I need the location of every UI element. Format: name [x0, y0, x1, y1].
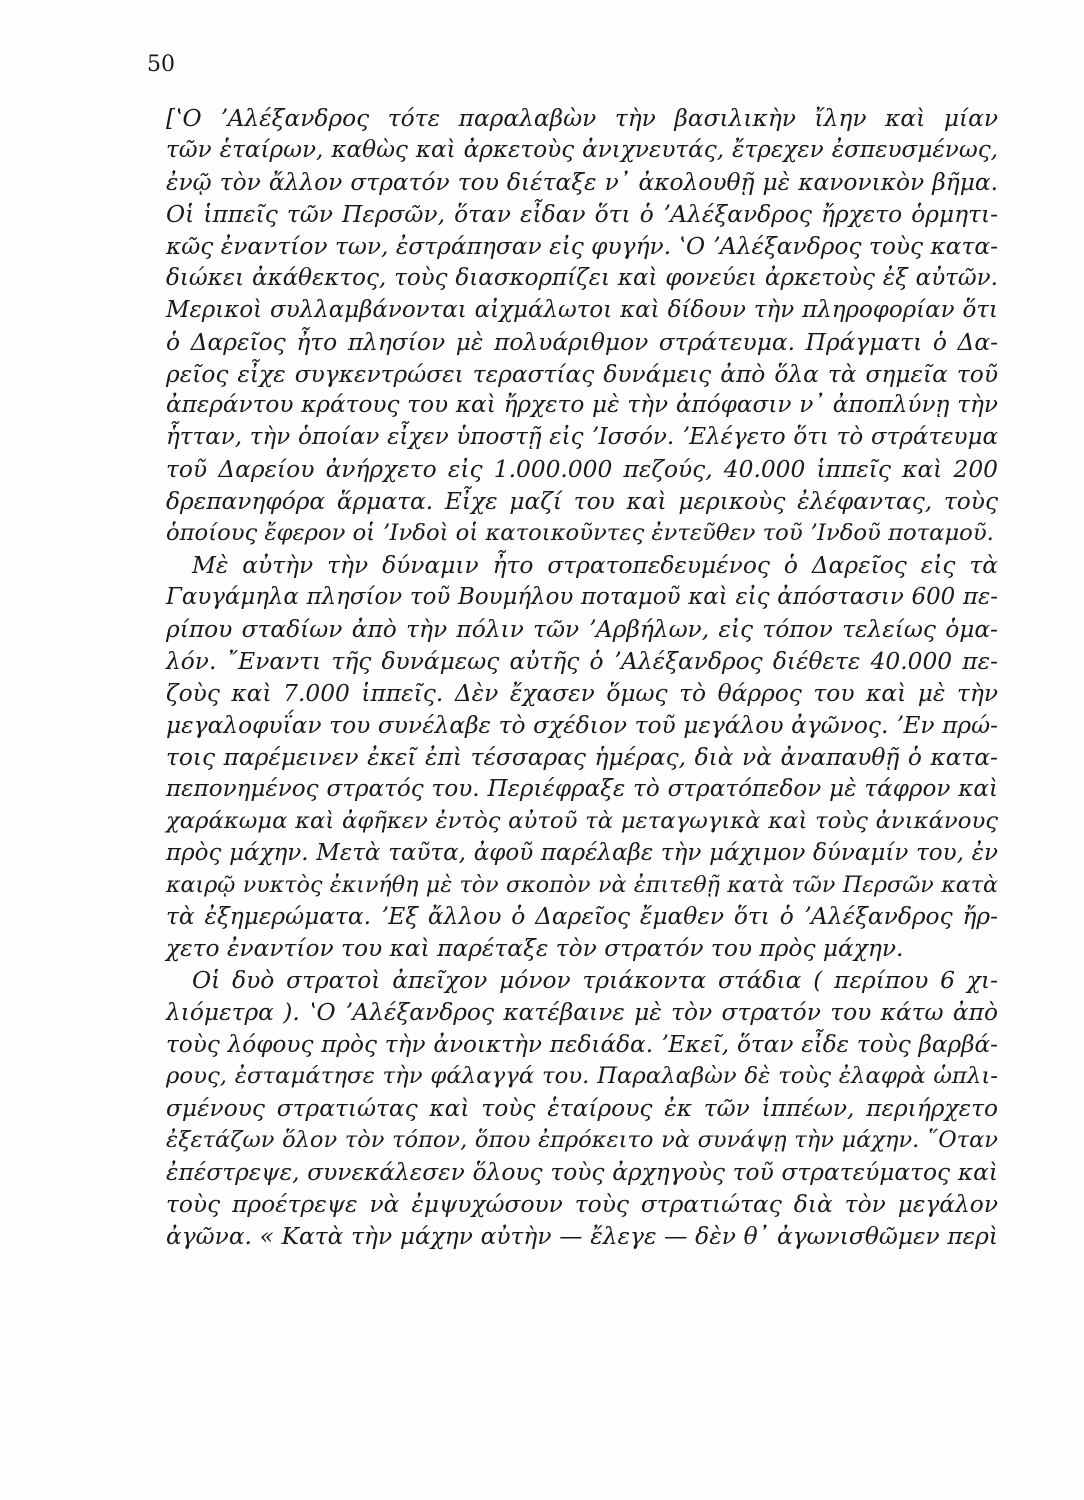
text-line: ἐνῷ τὸν ἄλλον στρατόν του διέταξε ν᾽ ἀκολουθῇ μὲ κανονικὸν βῆμα. [166, 168, 998, 196]
text-line: Μὲ αὐτὴν τὴν δύναμιν ἦτο στρατοπεδευμένος ὁ Δαρεῖος εἰς τὰ [192, 552, 998, 580]
text-line: λιόμετρα ). ʽΟ ʼΑλέξανδρος κατέβαινε μὲ τὸν στρατόν του κάτω ἀπὸ [166, 999, 998, 1027]
text-line: καιρῷ νυκτὸς ἐκινήθη μὲ τὸν σκοπὸν νὰ ἐπιτεθῇ κατὰ τῶν Περσῶν κατὰ [166, 871, 998, 898]
text-line: ρους, ἐσταμάτησε τὴν φάλαγγά του. Παραλαβὼν δὲ τοὺς ἐλαφρὰ ὡπλι- [166, 1063, 998, 1090]
text-line: Γαυγάμηλα πλησίον τοῦ Βουμήλου ποταμοῦ καὶ εἰς ἀπόστασιν 600 πε- [166, 584, 998, 611]
text-line: χαράκωμα καὶ ἀφῆκεν ἐντὸς αὐτοῦ τὰ μεταγωγικὰ καὶ τοὺς ἀνικάνους [166, 807, 998, 834]
text-line: σμένους στρατιώτας καὶ τοὺς ἑταίρους ἐκ τῶν ἱππέων, περιήρχετο [166, 1095, 998, 1123]
page-number: 50 [147, 52, 175, 77]
text-line: ὁ Δαρεῖος ἦτο πλησίον μὲ πολυάριθμον στράτευμα. Πράγματι ὁ Δα- [166, 328, 998, 356]
paragraph [166, 550, 998, 965]
text-line: Οἱ δυὸ στρατοὶ ἀπεῖχον μόνον τριάκοντα στάδια ( περίπου 6 χι- [192, 967, 998, 995]
text-line: πρὸς μάχην. Μετὰ ταῦτα, ἀφοῦ παρέλαβε τὴν μάχιμον δύναμίν του, ἐν [166, 839, 998, 866]
text-line: χετο ἐναντίον του καὶ παρέταξε τὸν στρατόν του πρὸς μάχην. [166, 935, 904, 963]
text-line: Μερικοὶ συλλαμβάνονται αἰχμάλωτοι καὶ δίδουν τὴν πληροφορίαν ὅτι [166, 296, 998, 323]
body-text [166, 103, 998, 1253]
text-line: τοις παρέμεινεν ἐκεῖ ἐπὶ τέσσαρας ἡμέρας, διὰ νὰ ἀναπαυθῇ ὁ κατα- [166, 743, 998, 771]
text-line: ρίπου σταδίων ἀπὸ τὴν πόλιν τῶν ʼΑρβήλων, εἰς τόπον τελείως ὁμα- [166, 616, 998, 643]
text-line: ὁποίους ἔφερον οἱ ʼΙνδοὶ οἱ κατοικοῦντες ἐντεῦθεν τοῦ ʼΙνδοῦ ποταμοῦ. [166, 520, 994, 547]
text-line: τῶν ἑταίρων, καθὼς καὶ ἀρκετοὺς ἀνιχνευτάς, ἔτρεχεν ἐσπευσμένως, [166, 136, 998, 163]
text-line: τοὺς λόφους πρὸς τὴν ἀνοικτὴν πεδιάδα. ʼΕκεῖ, ὅταν εἶδε τοὺς βαρβά- [166, 1031, 998, 1059]
text-line: [ʽΟ ʼΑλέξανδρος τότε παραλαβὼν τὴν βασιλικὴν ἴλην καὶ μίαν [166, 105, 998, 132]
text-line: Οἱ ἱππεῖς τῶν Περσῶν, ὅταν εἶδαν ὅτι ὁ ʼΑλέξανδρος ἤρχετο ὁρμητι- [166, 200, 998, 228]
text-line: δρεπανηφόρα ἅρματα. Εἶχε μαζί του καὶ μερικοὺς ἐλέφαντας, τοὺς [166, 488, 998, 516]
text-line: διώκει ἀκάθεκτος, τοὺς διασκορπίζει καὶ φονεύει ἀρκετοὺς ἐξ αὐτῶν. [166, 264, 998, 291]
text-line: ἧτταν, τὴν ὁποίαν εἶχεν ὑποστῇ εἰς ʼΙσσόν. ʼΕλέγετο ὅτι τὸ στράτευμα [166, 424, 998, 451]
text-line: τοῦ Δαρείου ἀνήρχετο εἰς 1.000.000 πεζούς, 40.000 ἱππεῖς καὶ 200 [166, 456, 998, 484]
text-line: ἀγῶνα. « Κατὰ τὴν μάχην αὐτὴν — ἔλεγε — δὲν θ᾽ ἀγωνισθῶμεν περὶ [166, 1222, 998, 1250]
paragraph [166, 965, 998, 1252]
text-line: ἐπέστρεψε, συνεκάλεσεν ὅλους τοὺς ἀρχηγοὺς τοῦ στρατεύματος καὶ [166, 1158, 998, 1186]
paragraph [166, 103, 998, 550]
text-line: λόν. ῎Εναντι τῆς δυνάμεως αὐτῆς ὁ ʼΑλέξανδρος διέθετε 40.000 πε- [166, 647, 998, 675]
text-line: μεγαλοφυΐαν του συνέλαβε τὸ σχέδιον τοῦ μεγάλου ἀγῶνος. ʼΕν πρώ- [166, 711, 998, 739]
text-line: ζοὺς καὶ 7.000 ἱππεῖς. Δὲν ἔχασεν ὅμως τὸ θάρρος του καὶ μὲ τὴν [166, 679, 998, 707]
text-line: πεπονημένος στρατός του. Περιέφραξε τὸ στρατόπεδον μὲ τάφρον καὶ [166, 775, 998, 802]
text-line: ρεῖος εἶχε συγκεντρώσει τεραστίας δυνάμεις ἀπὸ ὅλα τὰ σημεῖα τοῦ [166, 360, 998, 388]
text-line: ἐξετάζων ὅλον τὸν τόπον, ὅπου ἐπρόκειτο νὰ συνάψῃ τὴν μάχην. ῞Οταν [166, 1127, 998, 1153]
text-line: κῶς ἐναντίον των, ἐστράπησαν εἰς φυγήν. ʽΟ ʼΑλέξανδρος τοὺς κατα- [166, 232, 998, 260]
text-line: ἀπεράντου κράτους του καὶ ἤρχετο μὲ τὴν ἀπόφασιν ν᾽ ἀποπλύνῃ τὴν [166, 392, 998, 419]
text-line: τοὺς προέτρεψε νὰ ἐμψυχώσουν τοὺς στρατιώτας διὰ τὸν μεγάλον [166, 1190, 998, 1218]
text-line: τὰ ἐξημερώματα. ʼΕξ ἄλλου ὁ Δαρεῖος ἔμαθεν ὅτι ὁ ʼΑλέξανδρος ἤρ- [166, 903, 998, 931]
